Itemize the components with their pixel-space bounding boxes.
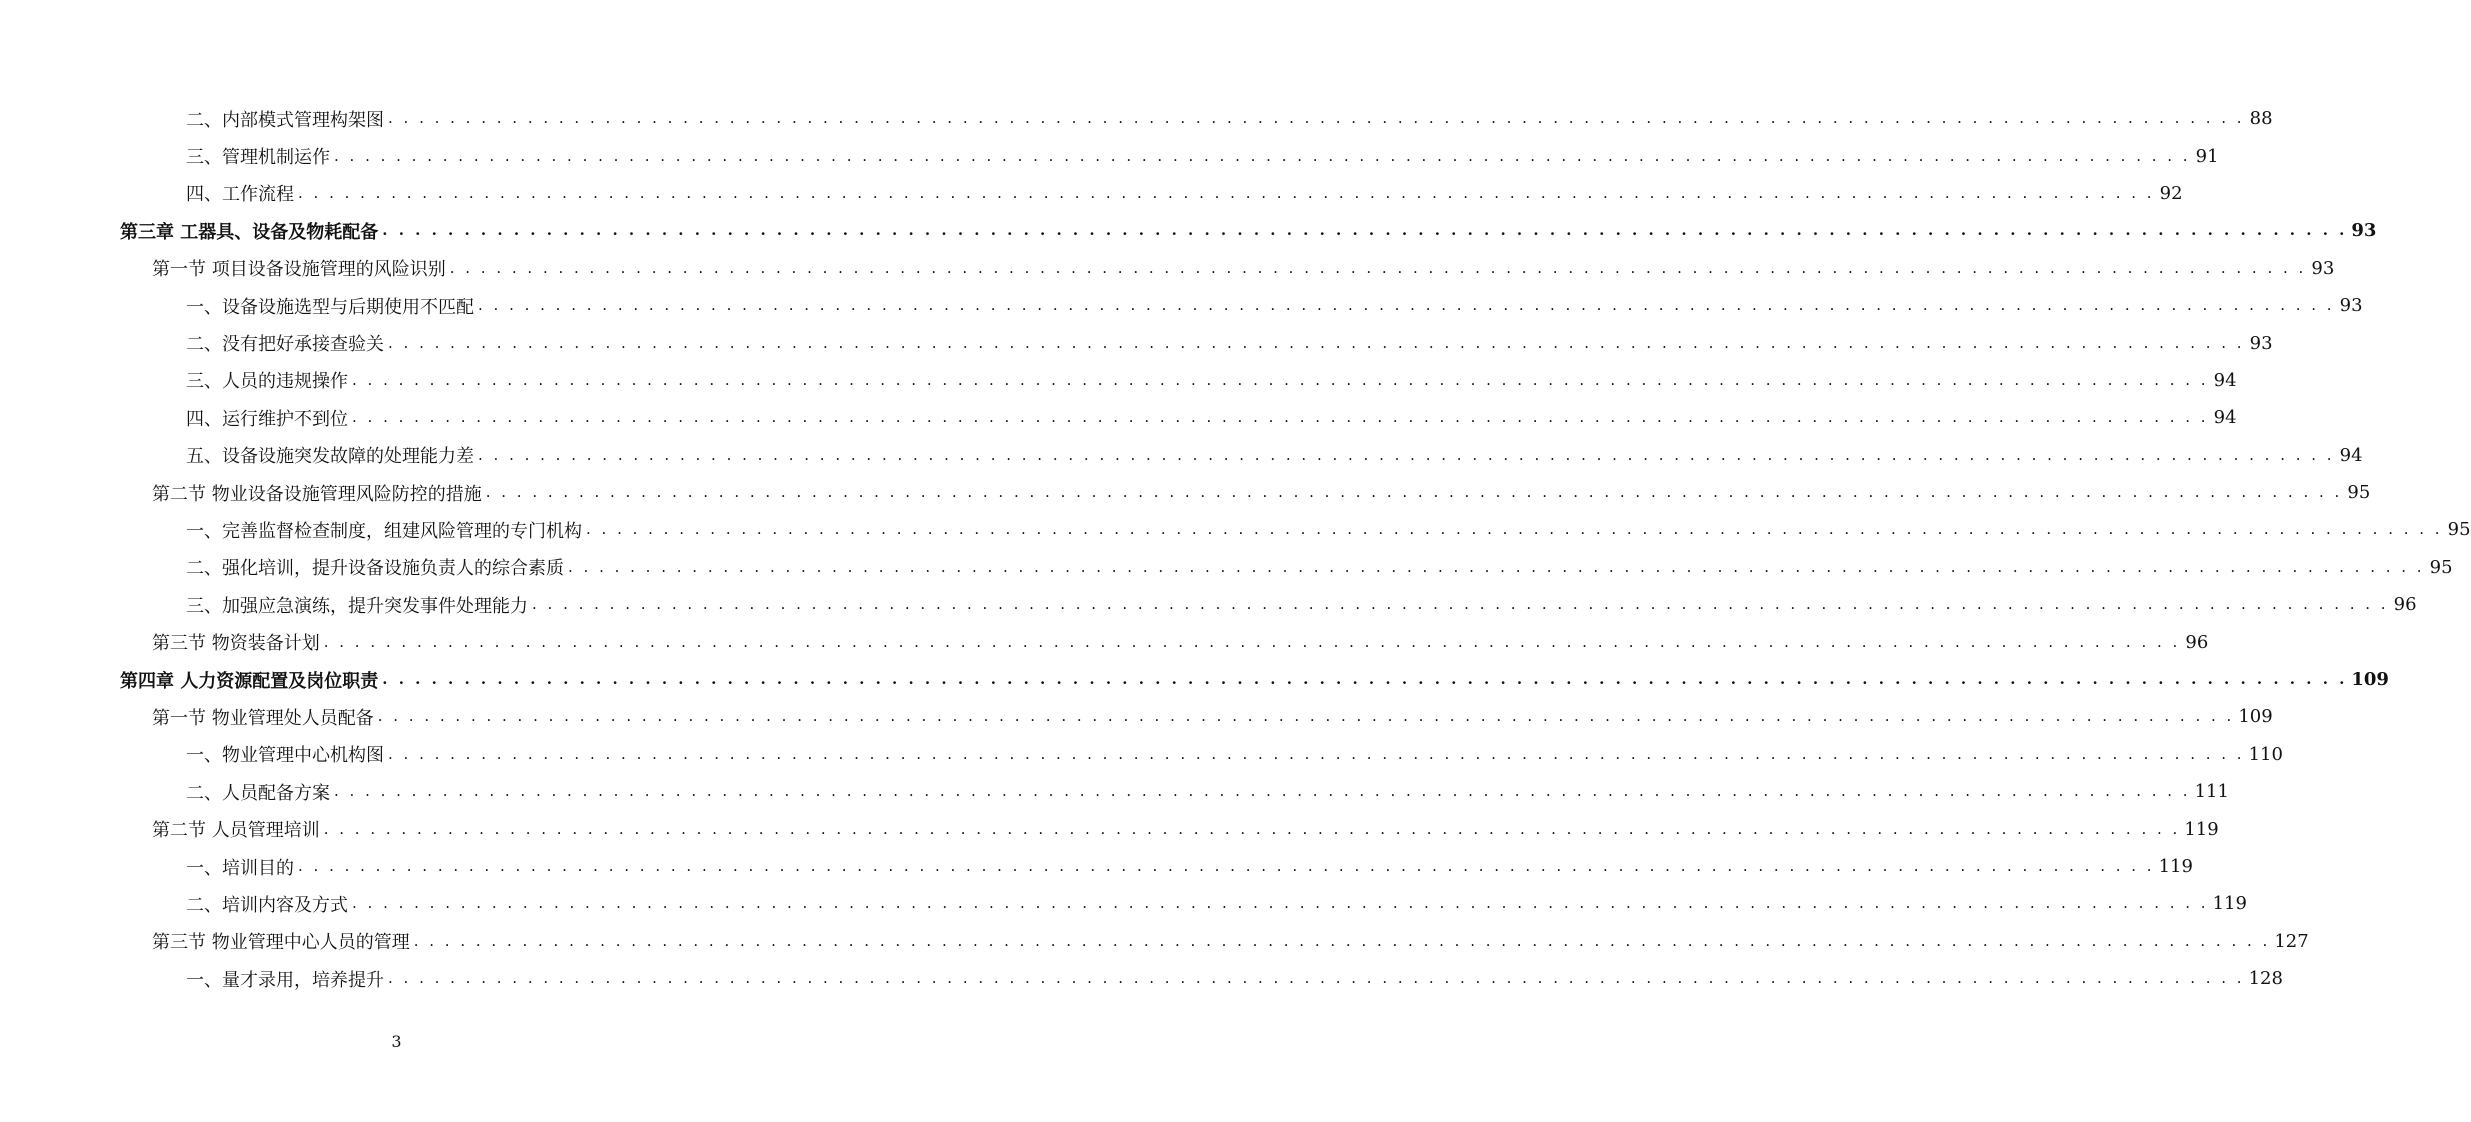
dot-leader: . . . . . . . . . . . . . . . . . . . . . . . . . . . . . . . . . . . . . . . . . . . . . . . . . . . . . . . . . . . . . . . . . . . . . . . . . . . . . . . . . . . . . . . . . . . . . . . . . . . . . . . . . . . . . . . . . . . . . . . . — [388, 969, 2245, 988]
dot-leader: . . . . . . . . . . . . . . . . . . . . . . . . . . . . . . . . . . . . . . . . . . . . . . . . . . . . . . . . . . . . . . . . . . . . . . . . . . . . . . . . . . . . . . . . . . . . . . . . . . . . . . . . . . . . . . . . . . . . . . . . — [377, 707, 2235, 726]
toc-item-entry[interactable] — [0, 885, 2247, 922]
toc-entry-title: 二、强化培训，提升设备设施负责人的综合素质 — [186, 558, 564, 580]
toc-entry-title: 一、培训目的 — [186, 857, 294, 879]
toc-entry-page-number: 95 — [2347, 482, 2371, 504]
toc-item-entry[interactable] — [0, 549, 2453, 586]
toc-entry-title: 三、加强应急演练，提升突发事件处理能力 — [186, 595, 528, 617]
toc-entry-page-number: 94 — [2213, 369, 2237, 391]
dot-leader: . . . . . . . . . . . . . . . . . . . . . . . . . . . . . . . . . . . . . . . . . . . . . . . . . . . . . . . . . . . . . . . . . . . . . . . . . . . . . . . . . . . . . . . . . . . . . . . . . . . . . . . . . . . . . . . . . . . . . . . . — [586, 520, 2443, 539]
dot-leader: . . . . . . . . . . . . . . . . . . . . . . . . . . . . . . . . . . . . . . . . . . . . . . . . . . . . . . . . . . . . . . . . . . . . . . . . . . . . . . . . . . . . . . . . . . . . . . . . . . . . . . . . . . . . . . . . . . . . . . . . — [352, 408, 2209, 427]
toc-entry-page-number: 119 — [2158, 856, 2193, 877]
toc-item-entry[interactable] — [0, 960, 2283, 997]
toc-entry-page-number: 93 — [2249, 332, 2273, 354]
toc-item-entry[interactable] — [0, 437, 2363, 474]
dot-leader: . . . . . . . . . . . . . . . . . . . . . . . . . . . . . . . . . . . . . . . . . . . . . . . . . . . . . . . . . . . . . . . . . . . . . . . . . . . . . . . . . . . . . . . . . . . . . . . . . . . . . . . . . . . . . . . . . . . . . . . . — [382, 221, 2348, 240]
toc-entry-title: 第三章 工器具、设备及物耗配备 — [120, 221, 379, 243]
dot-leader: . . . . . . . . . . . . . . . . . . . . . . . . . . . . . . . . . . . . . . . . . . . . . . . . . . . . . . . . . . . . . . . . . . . . . . . . . . . . . . . . . . . . . . . . . . . . . . . . . . . . . . . . . . . . . . . . . . . . . . . . — [449, 258, 2307, 277]
toc-section-entry[interactable] — [0, 474, 2371, 511]
table-of-contents — [0, 100, 2471, 997]
toc-section-entry[interactable] — [0, 698, 2273, 735]
toc-item-entry[interactable] — [0, 324, 2273, 361]
toc-section-entry[interactable] — [0, 810, 2219, 847]
toc-entry-title: 第三节 物资装备计划 — [152, 633, 320, 655]
dot-leader: . . . . . . . . . . . . . . . . . . . . . . . . . . . . . . . . . . . . . . . . . . . . . . . . . . . . . . . . . . . . . . . . . . . . . . . . . . . . . . . . . . . . . . . . . . . . . . . . . . . . . . . . . . . . . . . . . . . . . . . . — [568, 557, 2425, 576]
toc-entry-title: 一、完善监督检查制度，组建风险管理的专门机构 — [186, 520, 582, 542]
toc-entry-page-number: 95 — [2447, 519, 2471, 541]
toc-chapter-entry[interactable] — [0, 661, 2389, 698]
toc-item-entry[interactable] — [0, 175, 2183, 212]
toc-entry-title: 第二节 人员管理培训 — [152, 820, 320, 842]
toc-entry-title: 五、设备设施突发故障的处理能力差 — [186, 446, 474, 468]
toc-item-entry[interactable] — [0, 287, 2363, 324]
toc-entry-page-number: 88 — [2249, 108, 2273, 130]
dot-leader: . . . . . . . . . . . . . . . . . . . . . . . . . . . . . . . . . . . . . . . . . . . . . . . . . . . . . . . . . . . . . . . . . . . . . . . . . . . . . . . . . . . . . . . . . . . . . . . . . . . . . . . . . . . . . . . . . . . . . . . . — [532, 595, 2389, 614]
toc-item-entry[interactable] — [0, 399, 2237, 436]
dot-leader: . . . . . . . . . . . . . . . . . . . . . . . . . . . . . . . . . . . . . . . . . . . . . . . . . . . . . . . . . . . . . . . . . . . . . . . . . . . . . . . . . . . . . . . . . . . . . . . . . . . . . . . . . . . . . . . . . . . . . . . . — [478, 296, 2335, 315]
toc-item-entry[interactable] — [0, 100, 2273, 137]
dot-leader: . . . . . . . . . . . . . . . . . . . . . . . . . . . . . . . . . . . . . . . . . . . . . . . . . . . . . . . . . . . . . . . . . . . . . . . . . . . . . . . . . . . . . . . . . . . . . . . . . . . . . . . . . . . . . . . . . . . . . . . . — [298, 857, 2155, 875]
toc-entry-page-number: 109 — [2351, 669, 2389, 691]
toc-entry-title: 一、设备设施选型与后期使用不匹配 — [186, 296, 474, 318]
toc-entry-page-number: 93 — [2339, 295, 2363, 317]
toc-entry-page-number: 119 — [2184, 818, 2219, 840]
toc-section-entry[interactable] — [0, 623, 2209, 660]
dot-leader: . . . . . . . . . . . . . . . . . . . . . . . . . . . . . . . . . . . . . . . . . . . . . . . . . . . . . . . . . . . . . . . . . . . . . . . . . . . . . . . . . . . . . . . . . . . . . . . . . . . . . . . . . . . . . . . . . . . . . . . . — [298, 183, 2155, 202]
dot-leader: . . . . . . . . . . . . . . . . . . . . . . . . . . . . . . . . . . . . . . . . . . . . . . . . . . . . . . . . . . . . . . . . . . . . . . . . . . . . . . . . . . . . . . . . . . . . . . . . . . . . . . . . . . . . . . . . . . . . . . . . — [382, 670, 2348, 689]
dot-leader: . . . . . . . . . . . . . . . . . . . . . . . . . . . . . . . . . . . . . . . . . . . . . . . . . . . . . . . . . . . . . . . . . . . . . . . . . . . . . . . . . . . . . . . . . . . . . . . . . . . . . . . . . . . . . . . . . . . . . . . . — [388, 333, 2245, 352]
dot-leader: . . . . . . . . . . . . . . . . . . . . . . . . . . . . . . . . . . . . . . . . . . . . . . . . . . . . . . . . . . . . . . . . . . . . . . . . . . . . . . . . . . . . . . . . . . . . . . . . . . . . . . . . . . . . . . . . . . . . . . . . — [485, 483, 2343, 502]
toc-entry-page-number: 93 — [2351, 220, 2377, 242]
dot-leader: . . . . . . . . . . . . . . . . . . . . . . . . . . . . . . . . . . . . . . . . . . . . . . . . . . . . . . . . . . . . . . . . . . . . . . . . . . . . . . . . . . . . . . . . . . . . . . . . . . . . . . . . . . . . . . . . . . . . . . . . — [334, 782, 2191, 801]
toc-entry-page-number: 127 — [2274, 930, 2309, 952]
dot-leader: . . . . . . . . . . . . . . . . . . . . . . . . . . . . . . . . . . . . . . . . . . . . . . . . . . . . . . . . . . . . . . . . . . . . . . . . . . . . . . . . . . . . . . . . . . . . . . . . . . . . . . . . . . . . . . . . . . . . . . . . — [352, 894, 2209, 913]
toc-entry-title: 二、培训内容及方式 — [186, 894, 348, 916]
dot-leader: . . . . . . . . . . . . . . . . . . . . . . . . . . . . . . . . . . . . . . . . . . . . . . . . . . . . . . . . . . . . . . . . . . . . . . . . . . . . . . . . . . . . . . . . . . . . . . . . . . . . . . . . . . . . . . . . . . . . . . . . — [388, 109, 2245, 128]
page-number: 3 — [391, 1032, 402, 1051]
toc-entry-page-number: 95 — [2429, 556, 2453, 578]
dot-leader: . . . . . . . . . . . . . . . . . . . . . . . . . . . . . . . . . . . . . . . . . . . . . . . . . . . . . . . . . . . . . . . . . . . . . . . . . . . . . . . . . . . . . . . . . . . . . . . . . . . . . . . . . . . . . . . . . . . . . . . . — [323, 819, 2181, 838]
toc-entry-title: 一、量才录用，培养提升 — [186, 969, 384, 991]
toc-entry-title: 第一节 物业管理处人员配备 — [152, 707, 374, 729]
toc-entry-page-number: 93 — [2311, 257, 2335, 279]
toc-entry-title: 二、内部模式管理构架图 — [186, 109, 384, 131]
toc-entry-page-number: 91 — [2195, 145, 2219, 167]
toc-entry-title: 一、物业管理中心机构图 — [186, 745, 384, 767]
toc-entry-page-number: 92 — [2159, 182, 2183, 204]
toc-item-entry[interactable] — [0, 362, 2237, 399]
toc-entry-title: 三、管理机制运作 — [186, 147, 330, 169]
toc-section-entry[interactable] — [0, 250, 2335, 287]
toc-entry-title: 四、运行维护不到位 — [186, 408, 348, 430]
toc-entry-page-number: 119 — [2212, 893, 2247, 915]
toc-entry-page-number: 94 — [2339, 444, 2363, 466]
toc-item-entry[interactable] — [0, 137, 2219, 174]
toc-entry-title: 二、没有把好承接查验关 — [186, 334, 384, 356]
dot-leader: . . . . . . . . . . . . . . . . . . . . . . . . . . . . . . . . . . . . . . . . . . . . . . . . . . . . . . . . . . . . . . . . . . . . . . . . . . . . . . . . . . . . . . . . . . . . . . . . . . . . . . . . . . . . . . . . . . . . . . . . — [478, 445, 2335, 464]
toc-entry-page-number: 94 — [2213, 407, 2237, 429]
dot-leader: . . . . . . . . . . . . . . . . . . . . . . . . . . . . . . . . . . . . . . . . . . . . . . . . . . . . . . . . . . . . . . . . . . . . . . . . . . . . . . . . . . . . . . . . . . . . . . . . . . . . . . . . . . . . . . . . . . . . . . . . — [334, 146, 2191, 165]
toc-section-entry[interactable] — [0, 923, 2309, 960]
toc-entry-title: 三、人员的违规操作 — [186, 371, 348, 393]
toc-item-entry[interactable] — [0, 736, 2283, 773]
toc-entry-title: 第三节 物业管理中心人员的管理 — [152, 932, 410, 954]
toc-item-entry[interactable] — [0, 773, 2229, 810]
toc-entry-page-number: 109 — [2238, 706, 2273, 728]
toc-item-entry[interactable] — [0, 586, 2417, 623]
toc-entry-page-number: 111 — [2194, 781, 2229, 803]
toc-item-entry[interactable] — [0, 511, 2471, 548]
toc-item-entry[interactable] — [0, 848, 2193, 885]
toc-entry-title: 第一节 项目设备设施管理的风险识别 — [152, 259, 446, 281]
toc-entry-page-number: 96 — [2393, 594, 2417, 616]
toc-entry-title: 四、工作流程 — [186, 184, 294, 206]
toc-chapter-entry[interactable] — [0, 212, 2377, 249]
dot-leader: . . . . . . . . . . . . . . . . . . . . . . . . . . . . . . . . . . . . . . . . . . . . . . . . . . . . . . . . . . . . . . . . . . . . . . . . . . . . . . . . . . . . . . . . . . . . . . . . . . . . . . . . . . . . . . . . . . . . . . . . — [323, 632, 2181, 651]
toc-entry-page-number: 128 — [2248, 968, 2283, 990]
toc-entry-title: 第四章 人力资源配置及岗位职责 — [120, 670, 379, 692]
dot-leader: . . . . . . . . . . . . . . . . . . . . . . . . . . . . . . . . . . . . . . . . . . . . . . . . . . . . . . . . . . . . . . . . . . . . . . . . . . . . . . . . . . . . . . . . . . . . . . . . . . . . . . . . . . . . . . . . . . . . . . . . — [413, 931, 2271, 950]
dot-leader: . . . . . . . . . . . . . . . . . . . . . . . . . . . . . . . . . . . . . . . . . . . . . . . . . . . . . . . . . . . . . . . . . . . . . . . . . . . . . . . . . . . . . . . . . . . . . . . . . . . . . . . . . . . . . . . . . . . . . . . . — [352, 370, 2209, 389]
toc-entry-page-number: 96 — [2185, 631, 2209, 653]
toc-entry-title: 第二节 物业设备设施管理风险防控的措施 — [152, 483, 482, 505]
dot-leader: . . . . . . . . . . . . . . . . . . . . . . . . . . . . . . . . . . . . . . . . . . . . . . . . . . . . . . . . . . . . . . . . . . . . . . . . . . . . . . . . . . . . . . . . . . . . . . . . . . . . . . . . . . . . . . . . . . . . . . . . — [388, 744, 2245, 763]
toc-entry-page-number: 110 — [2248, 743, 2283, 765]
toc-entry-title: 二、人员配备方案 — [186, 782, 330, 804]
